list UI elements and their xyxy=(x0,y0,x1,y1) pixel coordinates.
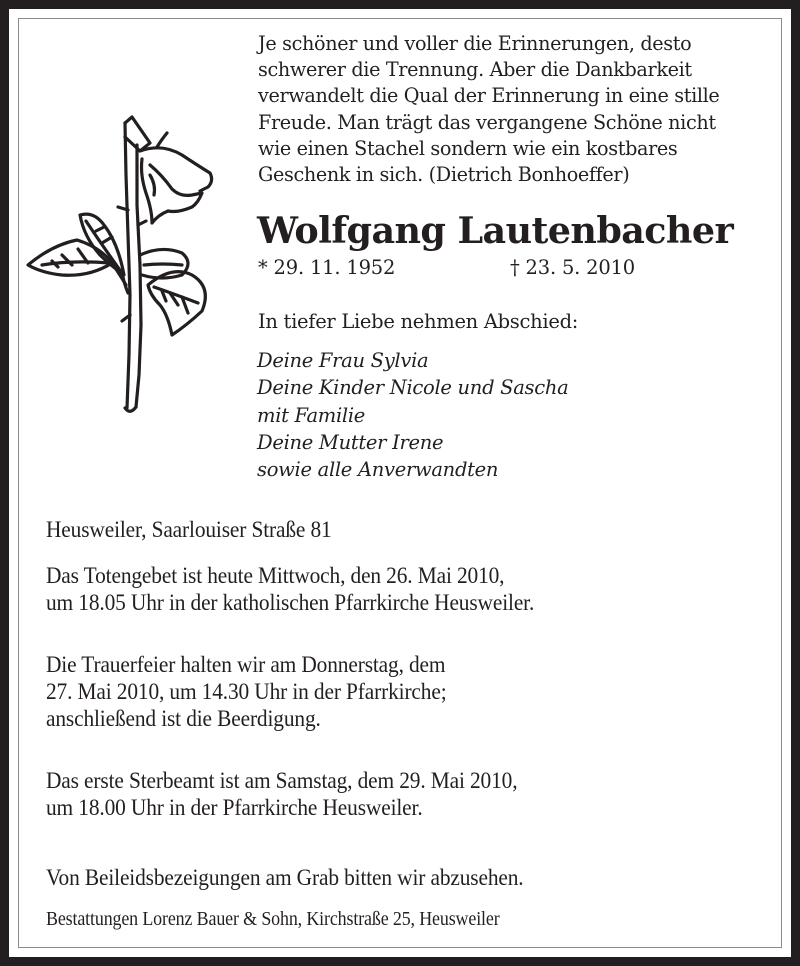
mass-line: um 18.00 Uhr in der Pfarrkirche Heusweiler. xyxy=(46,795,423,820)
prayer-line: um 18.05 Uhr in der katholischen Pfarrkirche Heusweiler. xyxy=(46,590,535,615)
quote-line: Geschenk in sich. (Dietrich Bonhoeffer) xyxy=(258,163,630,187)
bonhoeffer-quote xyxy=(258,31,778,188)
condolence-note xyxy=(46,864,716,891)
address-line: Heusweiler, Saarlouiser Straße 81 xyxy=(46,517,332,542)
mourner-line: Deine Kinder Nicole und Sascha xyxy=(257,376,569,400)
mourner-line: Deine Mutter Irene xyxy=(257,430,444,454)
family-address xyxy=(46,516,716,543)
wilting-rose-icon xyxy=(22,115,222,415)
funeral-notice xyxy=(46,651,716,732)
farewell-intro: In tiefer Liebe nehmen Abschied: xyxy=(258,310,579,333)
quote-line: verwandelt die Qual der Erinnerung in eine stille xyxy=(258,84,720,108)
mourner-line: Deine Frau Sylvia xyxy=(257,349,429,372)
quote-line: Je schöner und voller die Erinnerungen, desto xyxy=(258,32,692,55)
prayer-notice xyxy=(46,562,716,616)
quote-line: schwerer die Trennung. Aber die Dankbarkeit xyxy=(258,58,692,82)
mourners-list xyxy=(257,347,568,483)
condolence-line: Von Beileidsbezeigungen am Grab bitten wir abzusehen. xyxy=(46,865,524,890)
requiem-mass-notice xyxy=(46,767,716,821)
deceased-name: Wolfgang Lautenbacher xyxy=(257,209,734,252)
funeral-line: anschließend ist die Beerdigung. xyxy=(46,706,321,731)
death-date: † 23. 5. 2010 xyxy=(510,256,635,279)
funeral-line: Die Trauerfeier halten wir am Donnerstag, dem xyxy=(46,652,446,677)
undertaker-credit xyxy=(46,906,708,933)
mourner-line: mit Familie xyxy=(257,403,366,427)
quote-line: wie einen Stachel sondern wie ein kostbares xyxy=(258,136,678,160)
mass-line: Das erste Sterbeamt ist am Samstag, dem 29. Mai 2010, xyxy=(46,768,518,793)
funeral-line: 27. Mai 2010, um 14.30 Uhr in der Pfarrkirche; xyxy=(46,679,447,704)
mourner-line: sowie alle Anverwandten xyxy=(257,458,499,482)
undertaker-line: Bestattungen Lorenz Bauer & Sohn, Kirchstraße 25, Heusweiler xyxy=(46,909,500,930)
birth-date: * 29. 11. 1952 xyxy=(258,256,396,279)
quote-line: Freude. Man trägt das vergangene Schöne nicht xyxy=(258,110,716,134)
prayer-line: Das Totengebet ist heute Mittwoch, den 26. Mai 2010, xyxy=(46,563,505,588)
